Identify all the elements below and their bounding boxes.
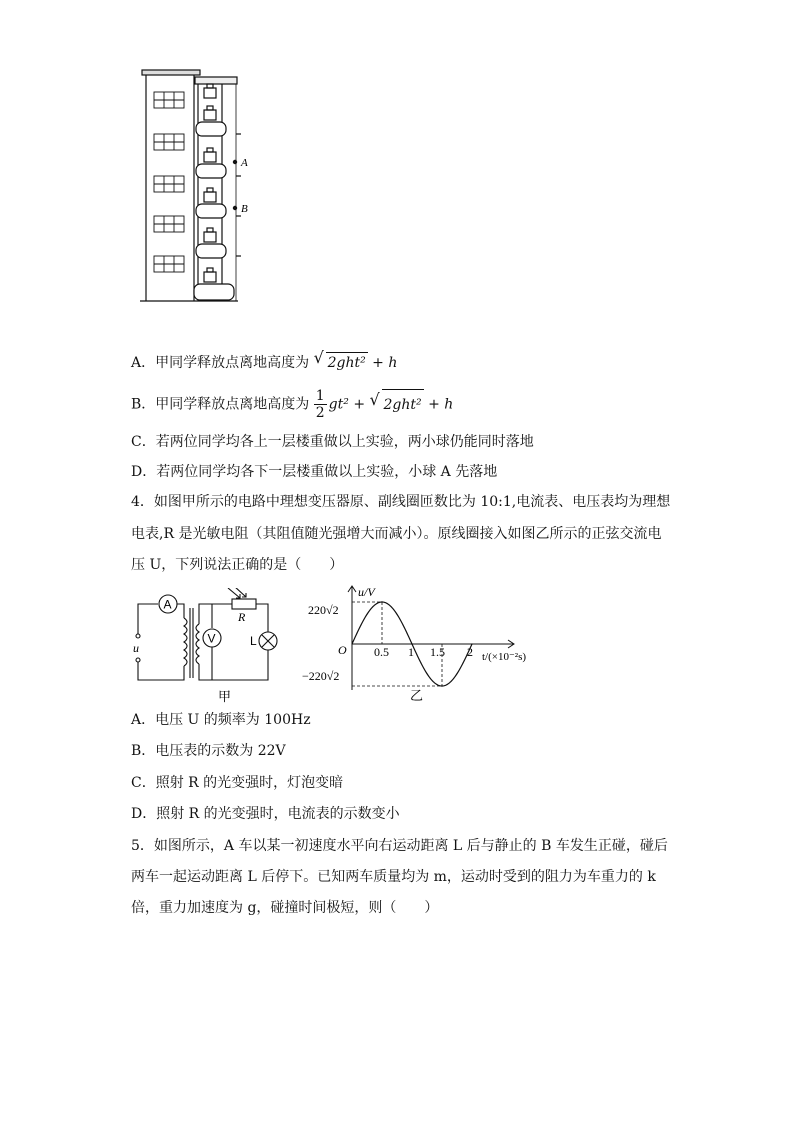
wave-point bbox=[381, 601, 382, 602]
wave-point bbox=[456, 673, 457, 674]
y-min-label: −220√2 bbox=[302, 669, 340, 683]
x-tick-2: 2 bbox=[467, 645, 473, 659]
x-tick-1: 1 bbox=[408, 645, 414, 659]
point-a-label: A bbox=[241, 157, 248, 169]
x-axis-label: t/(×10⁻²s) bbox=[482, 651, 527, 663]
q3-option-c: C．若两位同学均各上一层楼重做以上实验，两小球仍能同时落地 bbox=[131, 434, 534, 450]
q4-option-a: A．电压 U 的频率为 100Hz bbox=[131, 712, 311, 728]
q4-option-d: D．照射 R 的光变强时，电流表的示数变小 bbox=[131, 806, 400, 822]
q3-option-a: A．甲同学释放点离地高度为 √ 2ght² + h bbox=[131, 348, 398, 371]
q4-option-b: B．电压表的示数为 22V bbox=[131, 743, 286, 759]
lamp-label: L bbox=[250, 634, 257, 648]
q4-option-c: C．照射 R 的光变强时，灯泡变暗 bbox=[131, 775, 344, 791]
wave-point bbox=[366, 614, 367, 615]
q5-line2: 两车一起运动距离 L 后停下。已知两车质量均为 m，运动时受到的阻力为车重力的 k bbox=[131, 869, 656, 885]
q3-option-d: D．若两位同学均各下一层楼重做以上实验，小球 A 先落地 bbox=[131, 464, 498, 480]
resistor-label: R bbox=[238, 610, 246, 624]
q3-option-b: B．甲同学释放点离地高度为 $\frac{1}{2}$ gt² + √ 2ght² + h bbox=[131, 388, 454, 421]
q5-line1: 5．如图所示，A 车以某一初速度水平向右运动距离 L 后与静止的 B 车发生正碰，碰后 bbox=[131, 838, 668, 854]
q4-stem-line2: 电表,R 是光敏电阻（其阻值随光强增大而减小）。原线圈接入如图乙所示的正弦交流电 bbox=[131, 526, 662, 542]
q4-stem-line1: 4．如图甲所示的电路中理想变压器原、副线圈匝数比为 10:1,电流表、电压表均为理想 bbox=[131, 494, 671, 510]
origin-label: O bbox=[338, 643, 347, 657]
building-figure bbox=[138, 66, 258, 306]
wave-point bbox=[441, 685, 442, 686]
wave-point bbox=[426, 673, 427, 674]
graph-caption: 乙 bbox=[410, 689, 424, 704]
q5-line3: 倍，重力加速度为 g，碰撞时间极短，则（ ） bbox=[131, 900, 439, 916]
ammeter-label: A bbox=[163, 597, 172, 612]
y-axis-label: u/V bbox=[358, 585, 375, 599]
y-max-label: 220√2 bbox=[308, 603, 339, 617]
wave-point bbox=[396, 614, 397, 615]
wave-point bbox=[351, 643, 352, 644]
voltage-graph bbox=[300, 582, 550, 704]
source-label: u bbox=[133, 641, 139, 655]
q4-stem-line3: 压 U，下列说法正确的是（ ） bbox=[131, 557, 344, 573]
point-b-label: B bbox=[241, 203, 248, 215]
circuit-caption: 甲 bbox=[218, 690, 232, 705]
circuit-figure bbox=[128, 588, 288, 706]
x-tick-0.5: 0.5 bbox=[374, 645, 389, 659]
voltmeter-label: V bbox=[207, 631, 216, 646]
x-tick-1.5: 1.5 bbox=[430, 645, 445, 659]
